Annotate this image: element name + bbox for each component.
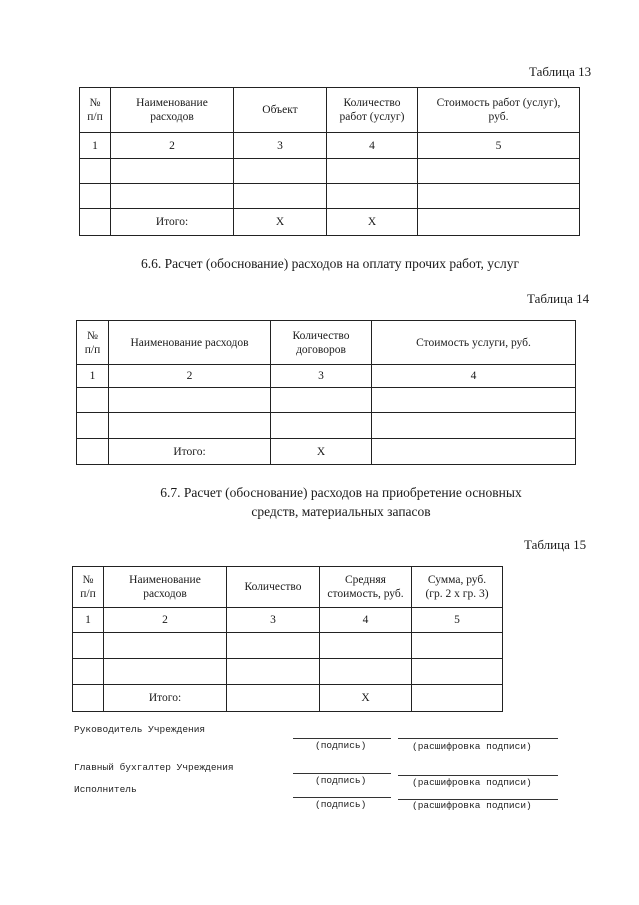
header-text: Средняя стоимость, руб. (327, 574, 404, 600)
header-cell-sum (412, 567, 503, 608)
header-text: Стоимость работ (услуг), руб. (436, 97, 561, 123)
empty-cell (227, 633, 320, 659)
table-total-row (80, 209, 580, 236)
empty-cell (227, 685, 320, 712)
empty-cell (418, 159, 580, 184)
empty-cell (327, 184, 418, 209)
total-x-mark: Х (234, 209, 327, 236)
empty-cell (412, 659, 503, 685)
header-cell-object (234, 88, 327, 133)
empty-cell (418, 209, 580, 236)
executor-signature-hint: (подпись) (315, 799, 367, 810)
header-text: Стоимость услуги, руб. (416, 336, 531, 349)
header-cell-contracts (271, 321, 372, 365)
col-number-cell: 2 (104, 608, 227, 633)
col-number-cell: 3 (234, 133, 327, 159)
empty-cell (77, 413, 109, 439)
empty-cell (80, 209, 111, 236)
table-row (80, 184, 580, 209)
empty-cell (327, 159, 418, 184)
header-cell-cost (418, 88, 580, 133)
header-cell-quantity (327, 88, 418, 133)
header-cell-service-cost (372, 321, 576, 365)
empty-cell (234, 159, 327, 184)
table-14-label: Таблица 14 (527, 291, 590, 306)
header-text: № п/п (87, 97, 103, 123)
executor-label: Исполнитель (74, 784, 137, 795)
table-15 (72, 566, 503, 712)
header-text: Сумма, руб. (гр. 2 х гр. 3) (425, 574, 489, 600)
col-number-cell: 2 (109, 365, 271, 388)
head-signature-hint: (подпись) (315, 740, 367, 751)
header-cell-expense-name (111, 88, 234, 133)
section-6-7-title (80, 483, 602, 521)
header-cell-expense-name (104, 567, 227, 608)
empty-cell (320, 633, 412, 659)
empty-cell (73, 685, 104, 712)
empty-cell (412, 685, 503, 712)
head-decoding-hint: (расшифровка подписи) (412, 741, 532, 752)
empty-cell (320, 659, 412, 685)
accountant-decoding-hint: (расшифровка подписи) (412, 777, 532, 788)
empty-cell (77, 388, 109, 413)
table-total-row (77, 439, 576, 465)
section-6-7-line2: средств, материальных запасов (251, 504, 431, 519)
empty-cell (111, 184, 234, 209)
table-column-numbers-row (73, 608, 503, 633)
empty-cell (227, 659, 320, 685)
chief-accountant-label: Главный бухгалтер Учреждения (74, 762, 234, 773)
empty-cell (73, 633, 104, 659)
table-row (77, 388, 576, 413)
table-row (77, 413, 576, 439)
col-number-cell: 4 (372, 365, 576, 388)
header-text: Количество договоров (292, 329, 350, 356)
header-cell-quantity (227, 567, 320, 608)
head-signature-line (293, 738, 391, 739)
executor-signature-line (293, 797, 391, 798)
header-text: № п/п (84, 329, 101, 356)
accountant-signature-hint: (подпись) (315, 775, 367, 786)
col-number-cell: 4 (327, 133, 418, 159)
empty-cell (73, 659, 104, 685)
empty-cell (418, 184, 580, 209)
section-6-6-title: 6.6. Расчет (обоснование) расходов на оплату прочих работ, услуг (141, 256, 519, 271)
total-label: Итого: (104, 685, 227, 712)
header-cell-number (80, 88, 111, 133)
executor-decoding-hint: (расшифровка подписи) (412, 800, 532, 811)
table-row (80, 159, 580, 184)
total-label: Итого: (109, 439, 271, 465)
table-header-row (73, 567, 503, 608)
header-text: Наименование расходов (130, 336, 249, 349)
col-number-cell: 3 (227, 608, 320, 633)
col-number-cell: 4 (320, 608, 412, 633)
accountant-decoding-line (398, 775, 558, 776)
header-cell-number (73, 567, 104, 608)
empty-cell (271, 388, 372, 413)
empty-cell (372, 439, 576, 465)
empty-cell (271, 413, 372, 439)
total-x-mark: Х (271, 439, 372, 465)
table-column-numbers-row (77, 365, 576, 388)
empty-cell (109, 413, 271, 439)
empty-cell (77, 439, 109, 465)
total-x-mark: Х (327, 209, 418, 236)
table-total-row (73, 685, 503, 712)
col-number-cell: 2 (111, 133, 234, 159)
total-x-mark: Х (320, 685, 412, 712)
empty-cell (104, 633, 227, 659)
total-label: Итого: (111, 209, 234, 236)
table-row (73, 633, 503, 659)
table-header-row (77, 321, 576, 365)
empty-cell (80, 184, 111, 209)
header-text: Количество (244, 581, 302, 593)
section-6-7-line1: 6.7. Расчет (обоснование) расходов на приобретение основных (160, 485, 522, 500)
header-text: Наименование расходов (129, 574, 201, 600)
header-cell-number (77, 321, 109, 365)
header-cell-expense-name (109, 321, 271, 365)
accountant-signature-line (293, 773, 391, 774)
table-row (73, 659, 503, 685)
head-decoding-line (398, 738, 558, 739)
table-column-numbers-row (80, 133, 580, 159)
empty-cell (372, 388, 576, 413)
empty-cell (80, 159, 111, 184)
col-number-cell: 1 (73, 608, 104, 633)
col-number-cell: 3 (271, 365, 372, 388)
empty-cell (412, 633, 503, 659)
empty-cell (109, 388, 271, 413)
col-number-cell: 1 (77, 365, 109, 388)
col-number-cell: 5 (418, 133, 580, 159)
col-number-cell: 5 (412, 608, 503, 633)
table-header-row (80, 88, 580, 133)
table-14 (76, 320, 576, 465)
header-text: Наименование расходов (136, 97, 208, 123)
empty-cell (111, 159, 234, 184)
table-15-label: Таблица 15 (524, 537, 587, 552)
table-13-label: Таблица 13 (529, 64, 592, 79)
empty-cell (234, 184, 327, 209)
header-cell-avg-cost (320, 567, 412, 608)
header-text: Количество работ (услуг) (339, 97, 405, 123)
head-of-institution-label: Руководитель Учреждения (74, 724, 206, 735)
empty-cell (104, 659, 227, 685)
empty-cell (372, 413, 576, 439)
table-13 (79, 87, 580, 236)
col-number-cell: 1 (80, 133, 111, 159)
header-text: Объект (262, 104, 298, 116)
header-text: № п/п (80, 574, 96, 600)
